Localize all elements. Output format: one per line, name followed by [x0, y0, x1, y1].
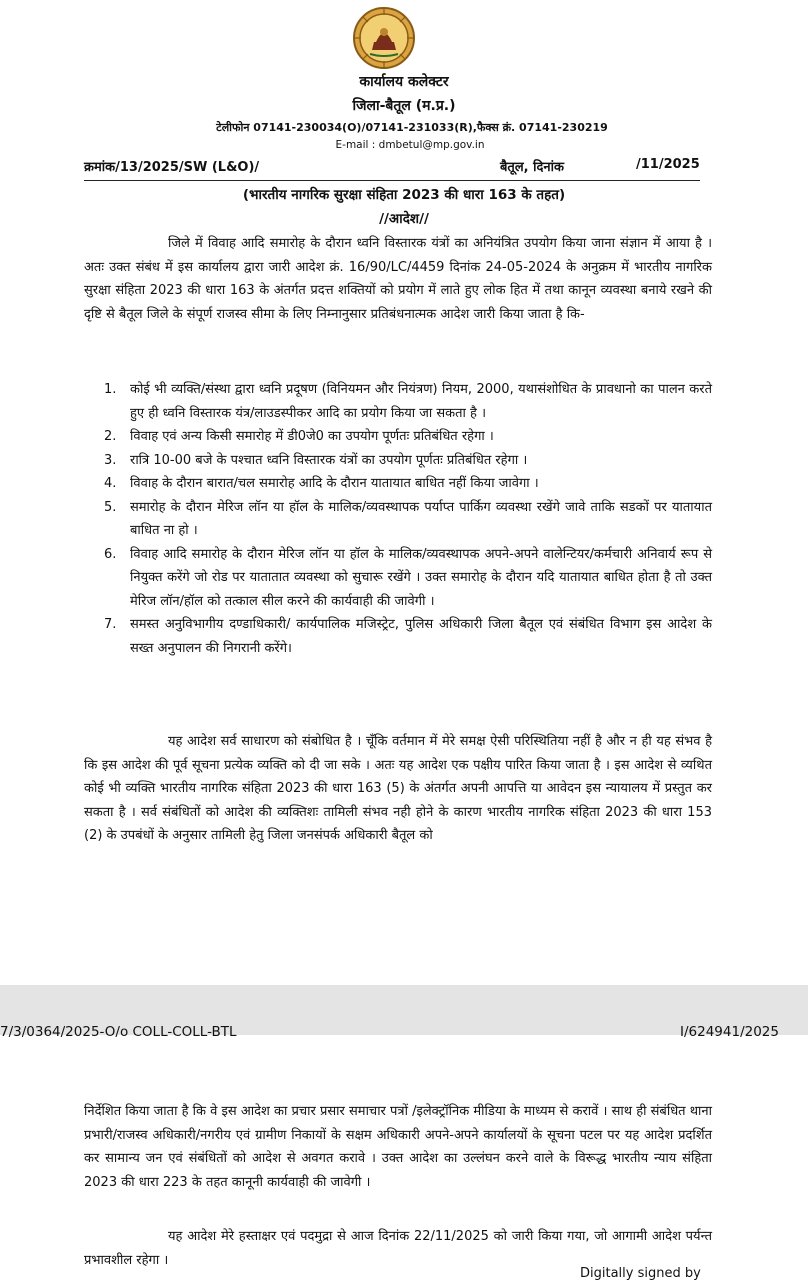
item-text: कोई भी व्यक्ति/संस्था द्वारा ध्वनि प्रदूषण (विनियमन और नियंत्रण) नियम, 2000, यथासंशोधित के प्रावधानो का पालन करते हुए ही ध्वनि विस्तारक यंत्र/लाउडस्पीकर आदि का प्रयोग किया जा सकता है । — [130, 382, 712, 421]
item-number: 4. — [104, 476, 117, 491]
item-number: 3. — [104, 452, 117, 468]
order-subject: (भारतीय नागरिक सुरक्षा संहिता 2023 की धारा 163 के तहत) — [242, 187, 566, 203]
item-text: समारोह के दौरान मेरिज लॉन या हॉल के मालिक/व्यवस्थापक पर्याप्त पार्किग व्यवस्था रखेंगे जावे ताकि सडकों पर यातायात बाधित ना हो । — [130, 499, 712, 538]
continuation-paragraph: निर्देशित किया जाता है कि वे इस आदेश का प्रचार प्रसार समाचार पत्रों /इलेक्ट्रॉनिक मीडिया के माध्यम से करावें । साथ ही संबंधित थाना प्रभारी/राजस्व अधिकारी/नगरीय एवं ग्रामीण निकायों के सक्षम अधिकारी अपने-अपने कार्यालयों के सूचना पटल पर यह आदेश प्रदर्शित कर सामान्य जन एवं संबंधितों को आदेश से अवगत करावे । उक्त आदेश का उल्लंघन करने वाले के विरूद्ध भारतीय न्याय संहिता 2023 की धारा 223 के तहत कानूनी कार्यवाही की जावेगी । — [84, 1104, 712, 1190]
item-number: 1. — [104, 382, 117, 397]
order-number: क्रमांक/13/2025/SW (L&O)/ — [84, 160, 260, 175]
item-number: 5. — [104, 499, 117, 515]
order-place-date: बैतूल, दिनांक — [500, 160, 564, 175]
government-emblem-icon — [352, 6, 416, 70]
list-item — [104, 613, 712, 660]
contact-email: E-mail : dmbetul@mp.gov.in — [335, 139, 485, 151]
list-item — [104, 425, 712, 449]
order-heading: //आदेश// — [379, 211, 429, 227]
intro-paragraph: जिले में विवाह आदि समारोह के दौरान ध्वनि विस्तारक यंत्रों का अनियंत्रित उपयोग किया जाना संज्ञान में आया है । अतः उक्त संबंध में इस कार्यालय द्वारा जारी आदेश क्रं. 16/90/LC/4459 दिनांक 24-05-2024 के अनुक्रम में भारतीय नागरिक सुरक्षा संहिता 2023 की धारा 163 के अंतर्गत प्रदत्त शक्तियों को प्रयोग में लाते हुए लोक हित में तथा कानून व्यवस्था बनाये रखने की दृष्टि से बैतूल जिले के संपूर्ण राजस्व सीमा के लिए निम्नानुसार प्रतिबंधनात्मक आदेश जारी किया जाता है कि- — [84, 236, 712, 322]
list-item — [104, 496, 712, 543]
item-text: विवाह के दौरान बारात/चल समारोह आदि के दौरान यातायात बाधित नहीं किया जावेगा । — [130, 476, 539, 491]
closing-paragraph: यह आदेश मेरे हस्ताक्षर एवं पदमुद्रा से आज दिनांक 22/11/2025 को जारी किया गया, जो आगामी आदेश पर्यन्त प्रभावशील रहेगा । — [84, 1229, 712, 1268]
list-item — [104, 378, 712, 425]
restriction-list — [104, 378, 712, 660]
item-text: विवाह एवं अन्य किसी समारोह में डी0जे0 का उपयोग पूर्णतः प्रतिबंधित रहेगा । — [130, 429, 494, 444]
file-reference-right: I/624941/2025 — [680, 1024, 779, 1040]
public-notice-paragraph: यह आदेश सर्व साधारण को संबोधित है । चूँकि वर्तमान में मेरे समक्ष ऐसी परिस्थितिया नहीं है और न ही यह संभव है कि इस आदेश की पूर्व सूचना प्रत्येक व्यक्ति को दी जा सके । अतः यह आदेश एक पक्षीय पारित किया जाता है । इस आदेश से व्यथित कोई भी व्यक्ति भारतीय नागरिक संहिता 2023 की धारा 163 (5) के अंतर्गत अपनी आपत्ति या आवेदन इस न्यायालय में प्रस्तुत कर सकता है । सर्व संबंधितों को आदेश की व्यक्तिशः तामिली संभव नही होने के कारण भारतीय नागरिक संहिता 2023 की धारा 153 (2) के उपबंधों के अनुसार तामिली हेतु जिला जनसंपर्क अधिकारी बैतूल को — [84, 734, 712, 843]
file-reference-left: 7/3/0364/2025-O/o COLL-COLL-BTL — [0, 1024, 237, 1040]
header-divider — [84, 180, 700, 181]
list-item — [104, 449, 712, 473]
order-date: /11/2025 — [636, 157, 700, 172]
digital-signature-label: Digitally signed by — [580, 1266, 701, 1281]
item-text: रात्रि 10-00 बजे के पश्चात ध्वनि विस्तारक यंत्रों का उपयोग पूर्णतः प्रतिबंधित रहेगा । — [130, 452, 528, 468]
item-text: विवाह आदि समारोह के दौरान मेरिज लॉन या हॉल के मालिक/व्यवस्थापक अपने-अपने वालेन्टियर/कर्मचारी अनिवार्य रूप से नियुक्त करेंगे जो रोड पर यातातात व्यवस्था को सुचारू रखेंगे । उक्त समारोह के दौरान यदि यातायात बाधित होता है तो उक्त मेरिज लॉन/हॉल को तत्काल सील करने की कार्यवाही की जावेगी । — [130, 546, 712, 609]
item-number: 7. — [104, 617, 117, 632]
office-title: कार्यालय कलेक्टर — [359, 74, 449, 90]
item-number: 2. — [104, 429, 117, 444]
item-text: समस्त अनुविभागीय दण्डाधिकारी/ कार्यपालिक मजिस्ट्रेट, पुलिस अधिकारी जिला बैतूल एवं संबंधित विभाग इस आदेश के सख्त अनुपालन की निगरानी करेंगे। — [130, 617, 712, 656]
item-number: 6. — [104, 546, 117, 562]
contact-phone: टेलीफोन 07141-230034(O)/07141-231033(R),फैक्स क्रं. 07141-230219 — [216, 121, 608, 134]
district-title: जिला-बैतूल (म.प्र.) — [352, 98, 456, 114]
list-item — [104, 472, 712, 496]
list-item — [104, 543, 712, 614]
